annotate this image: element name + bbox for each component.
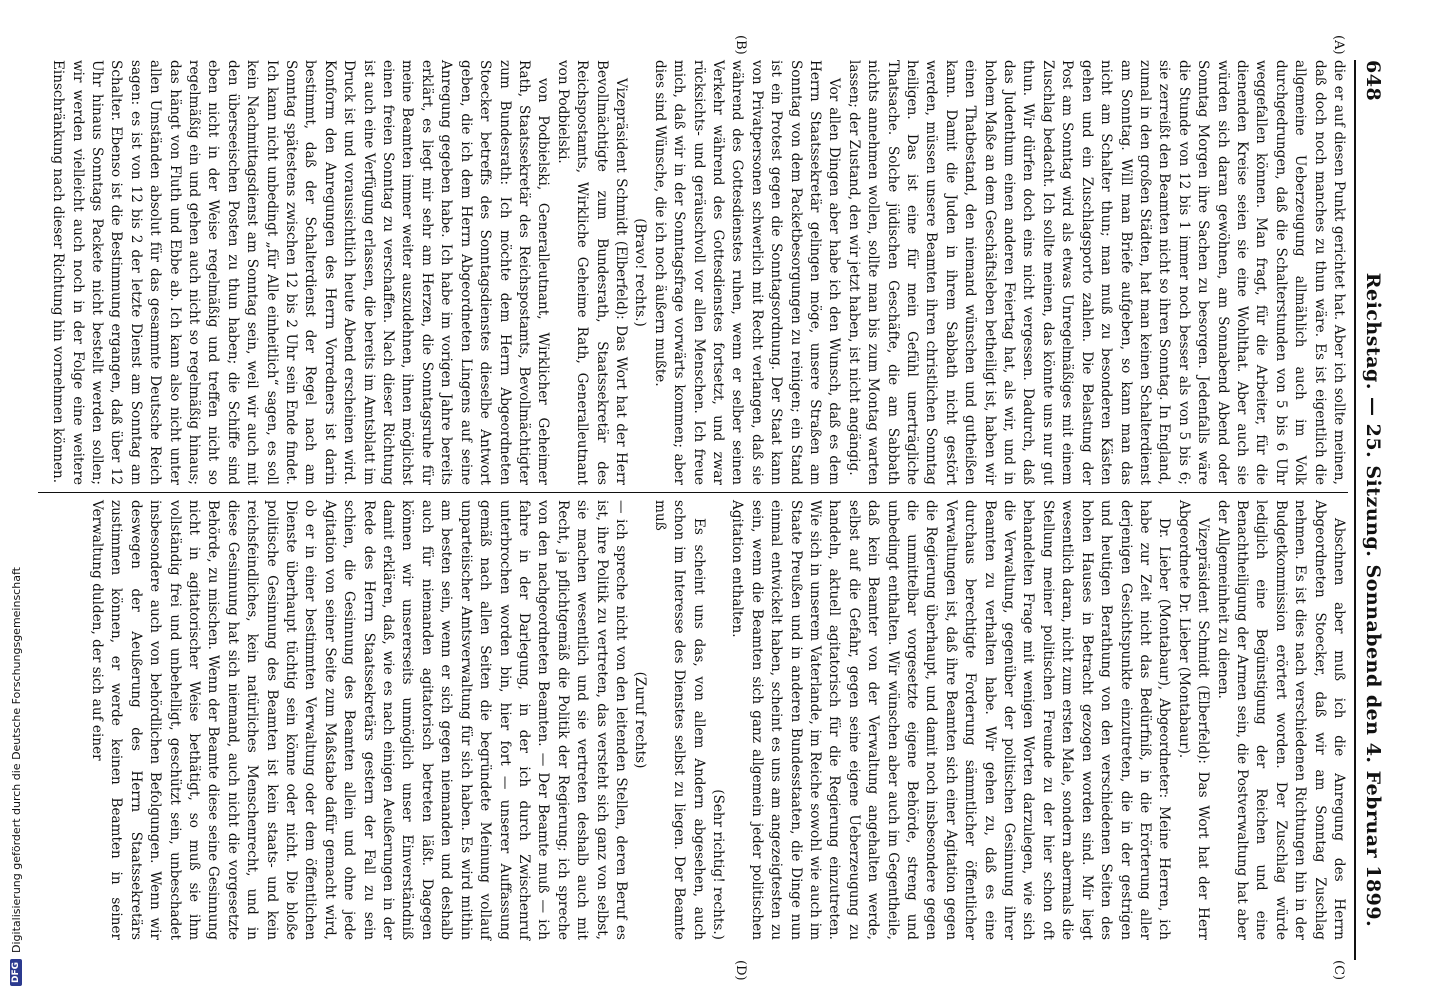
applause-note: (Bravo! rechts.) — [632, 218, 649, 327]
paragraph: Vizepräsident Schmidt (Elberfeld): Das Wort hat der Herr Abgeordnete Dr. Lieber (Montabaur). — [1175, 500, 1212, 940]
left-column — [48, 60, 1348, 485]
margin-mark-b: (B) — [733, 35, 748, 55]
digitization-credit — [4, 0, 28, 1000]
paragraph: von Podbielski, Generalleutnant, Wirklicher Geheimer Rath, Staatssekretär des Reichspostamts, Bevollmächtigter zum Bundesrath: Ich möchte dem Herrn Abgeordneten Stoecker betreffs des Sonntagsdienstes dieselbe Antwort geben, die ich dem Herrn Abgeordneten Lingens auf seine Anregung gegeben habe. Ich habe im vorigen Jahre bereits erklärt, es liegt mir sehr am Herzen, die Sonntagsruhe für meine Beamten immer weiter auszudehnen, ihnen möglichst einen freien Sonntag zu verschaffen. Nach dieser Richtung ist auch eine Verfügung erlassen, die bereits im Amtsblatt im Druck ist und voraussichtlich heute Abend erscheinen wird. Konform den Anregungen des Herrn Vorredners ist darin bestimmt, daß der Schalterdienst der Regel nach am Sonntag spätestens zwischen 12 bis 2 Uhr sein Ende findet. Ich kann nicht unbedingt „für Alle einheitlich“ sagen, es soll kein Nachmittagsdienst am Sonntag sein, weil wir auch mit den überseeischen Posten zu thun haben; die Schiffe sind eben nicht in der Weise regelmäßig und treffen nicht so regelmäßig ein und gehen auch nicht so regelmäßig hinaus; das hängt von Fluth und Ebbe ab. Ich kann also nicht unter allen Umständen absolut für das gesammte Deutsche Reich sagen: es ist von 12 bis 2 der letzte Dienst am Sonntag am Schalter. Ebenso ist die Bestimmung ergangen, daß über 12 Uhr hinaus Sonntags Packete nicht bestellt werden sollen; wir werden vielleicht auch noch in der Folge eine weitere Einschränkung nach dieser Richtung hin vornehmen können. — [50, 60, 552, 485]
paragraph: Vizepräsident Schmidt (Elberfeld): Das Wort hat der Herr Bevollmächtigte zum Bundesrath, Staatssekretär des Reichspostamts, Wirkliche Geheime Rath, Generalleutnant von Podbielski. — [554, 60, 629, 485]
right-column — [87, 500, 1348, 940]
paragraph: — ich spreche nicht von den leitenden Stellen, deren Beruf es ist, ihre Politik zu vertreten, das versteht sich ganz von selbst, sie machen wesentlich und sie vertreten deshalb auch mit Recht, ja pflichtgemäß die Politik der Regierung; ich spreche von den nachgeordneten Beamten. — Der Beamte muß — ich fahre in der Darlegung, in der ich durch Zwischenruf unterbrochen worden bin, hier fort — unserer Auffassung gemäß nach allen Seiten die begründete Meinung vollauf unparteiischer Amtsverwaltung für sich haben. Es wird mithin am besten sein, wenn er sich gegen niemanden und deshalb auch für niemanden agitatorisch betreten läßt. Dagegen können wir unsererseits unmöglich unser Einverständniß damit erklären, daß, wie es nach einigen Aeußerungen in der Rede des Herrn Staatssekretärs gestern der Fall zu sein schien, die Gesinnung des Beamten allein und ohne jede Agitation von seiner Seite zum Maßstabe dafür gemacht wird, ob er in einer bestimmten Verwaltung oder dem öffentlichen Dienste überhaupt tüchtig sein könne oder nicht. Die bloße politische Gesinnung des Beamten ist kein staats- und kein reichsfeindliches, kein natürliches Menschenrecht, und in diese Gesinnung hat sich niemand, auch nicht die vorgesetzte Behörde, zu mischen. Wenn der Beamte diese seine Gesinnung nicht in agitatorischer Weise bethätigt, so muß sie ihm vollständig frei und unbehelligt, geschützt sein, unbeschadet insbesondere auch von behördlichen Befolgungen. Wenn wir deswegen der Aeußerung des Herrn Staatssekretärs zustimmen können, er werde keinen Beamten in seiner Verwaltung dulden, der sich auf einer — [89, 500, 629, 940]
interjection-note: (Zuruf rechts) — [632, 671, 649, 769]
paragraph: Dr. Lieber (Montabaur), Abgeordneter: Meine Herren, ich habe zur Zeit nicht das Bedürfniß, in die Erörterung aller derjenigen Gesichtspunkte einzutreten, die in der gestrigen und heutigen Berathung von den verschiedenen Seiten des hohen Hauses in Betracht gezogen worden sind. Mir liegt wesentlich daran, nicht zum ersten Male, sondern abermals die Stellung meiner politischen Freunde zu der hier schon oft behandelten Frage mit wenigen Worten darzulegen, wie sich die Verwaltung, gegenüber der politischen Gesinnung ihrer Beamten zu verhalten habe. Wir gehen zu, daß es eine durchaus berechtigte Forderung sämmtlicher öffentlicher Verwaltungen ist, daß ihre Beamten sich einer Agitation gegen die Regierung überhaupt, und damit noch insbesondere gegen die unmittelbar vorgesetzte eigene Behörde, streng und unbedingt enthalten. Wir wünschen aber auch im Gegentheile, daß kein Beamter von der Verwaltung angehalten werde, selbst auf die Gefahr, gegen seine eigene Ueberzeugung zu handeln, aktuell agitatorisch für die Regierung einzutreten. Wie sich in unserem Vaterlande, im Reiche sowohl wie auch im Staate Preußen und in anderen Bundesstaaten, die Dinge nun einmal entwickelt haben, scheint es uns am angezeigtesten zu sein, wenn die Beamten sich ganz allgemein jeder politischen Agitation enthalten. — [729, 500, 1173, 940]
paragraph: die er auf diesen Punkt gerichtet hat. Aber ich sollte meinen, daß doch noch manches zu thun wäre. Es ist eigentlich die allgemeine Ueberzeugung allmählich auch im Volk durchgedrungen, daß die Schalterstunden von 5 bis 6 Uhr weggefallen können. Man fragt, für die Arbeiter, für die dienenden Kreise seien sie eine Wohlthat. Aber auch sie würden sich daran gewöhnen, am Sonnabend Abend oder Sonntag Morgen ihre Sachen zu besorgen. Jedenfalls wäre die Stunde von 12 bis 1 immer noch besser als von 5 bis 6; sie zerreißt den Beamten nicht so ihren Sonntag. In England, zumal in den großen Städten, hat man keinen Schalterdienst am Sonntag. Will man Briefe aufgeben, so kann man das nicht am Schalter thun; man muß zu besonderen Kästen gehen und ein Zuschlagsporto zahlen. Die Belastung der Post am Sonntag wird als etwas Unregelmäßiges mit einem Zuschlag bedacht. Ich sollte meinen, das könnte uns nur gut thun. Wir dürfen doch eins nicht vergessen. Dadurch, daß das Judenthum einen anderen Feiertag hat, als wir, und in hohem Maße an dem Geschäftsleben betheiligt ist, haben wir einen Thatbestand, den niemand wünschen und gutheißen kann. Damit die Juden in ihrem Sabbath nicht gestört werden, müssen unsere Beamten ihren christlichen Sonntag heiligen. Das ist eine für mein Gefühl unerträgliche Thatsache. Solche jüdischen Geschäfte, die am Sabbath nichts annehmen wollen, sollte man bis zum Montag warten lassen; der Zustand, den wir jetzt haben, ist nicht angängig. — [845, 60, 1347, 485]
paragraph: Abschnen aber muß ich die Anregung des Herrn Abgeordneten Stoecker, daß wir am Sonntag Zuschlag nehmen. Es ist dies nach verschiedenen Richtungen hin in der Budgetkommission erörtert worden. Der Zuschlag würde lediglich eine Begünstigung der Reichen und eine Benachtheiligung der Armen sein, die Postverwaltung hat aber der Allgemeinheit zu dienen. — [1214, 500, 1347, 940]
dfg-logo-icon: DFG — [10, 959, 22, 986]
running-title: Reichstag. — 25. Sitzung. Sonnabend den 4. Februar 1899. — [1362, 272, 1384, 928]
paragraph: Es scheint uns das, von allem Andern abgesehen, auch schon im Interesse des Dienstes selbst zu liegen. Der Beamte muß — [651, 500, 707, 940]
credit-text: Digitalisierung gefördert durch die Deutsche Forschungsgemeinschaft — [9, 567, 23, 953]
margin-mark-a: (A) — [1331, 35, 1346, 55]
page-number: 648 — [1362, 60, 1384, 102]
page-header — [1354, 60, 1386, 960]
paragraph: Vor allen Dingen aber habe ich den Wunsch, daß es dem Herrn Staatssekretär gelingen möge, unsere Straßen am Sonntag von dem Packetbesorgungen zu reinigen; ein Stand ist ein Protest gegen die Sonntagsordnung. Der Staat kann von Privatpersonen schwerlich mit Recht verlangen, daß sie während des Gottesdienstes ruhen, wenn er selber seinen Verkehr während des Gottesdienstes fortsetzt, und zwar rücksichts- und geräuschvoll vor allen Menschen. Ich freue mich, daß wir in der Sonntagsfrage vorwärts kommen; aber dies sind Wünsche, die ich noch äußern mußte. — [651, 60, 843, 485]
applause-note: (Sehr richtig! rechts.) — [710, 789, 726, 940]
margin-mark-c: (C) — [1331, 960, 1346, 981]
column-divider — [38, 492, 1348, 493]
margin-mark-d: (D) — [733, 960, 748, 981]
